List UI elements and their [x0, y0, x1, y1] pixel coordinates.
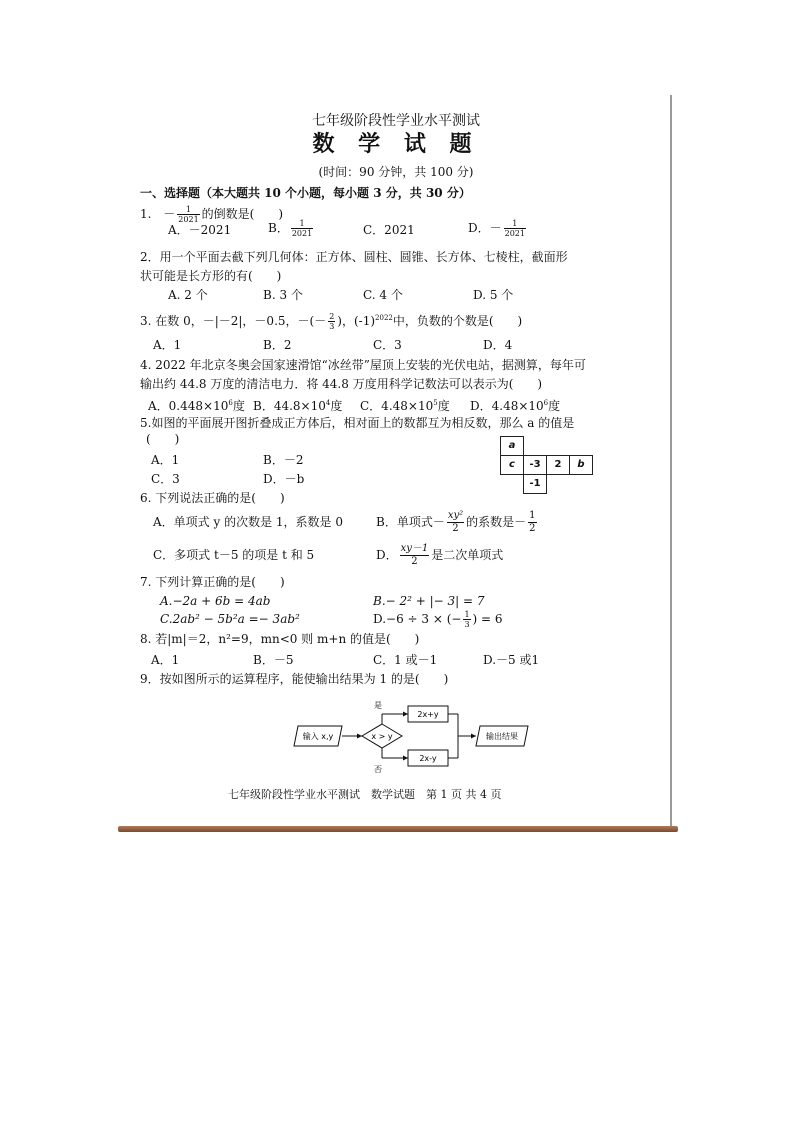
question-6: 6. 下列说法正确的是( ): [140, 491, 285, 505]
q2-option-d: D. 5 个: [473, 288, 514, 302]
net-cell-2: 2: [546, 455, 570, 475]
q8-option-b: B．－5: [253, 653, 294, 667]
flow-no-label: 否: [374, 765, 382, 774]
question-2-line1: 2．用一个平面去截下列几何体：正方体、圆柱、圆锥、长方体、七棱柱，截面形: [140, 250, 568, 264]
net-cell-b: b: [569, 455, 593, 475]
question-5-line2: ( ): [146, 432, 180, 446]
q4-option-c: C．$4.48\times 10^5$度: [360, 399, 450, 413]
flow-input-label: 输入 x,y: [302, 732, 334, 741]
question-2-line2: 状可能是长方形的有( ): [140, 269, 282, 283]
q8-option-d: D.－5 或1: [483, 653, 540, 667]
question-8: 8. 若|m|＝2，n²=9，mn<0 则 m+n 的值是( ): [140, 632, 420, 646]
q3-option-d: D．4: [483, 338, 513, 352]
net-cell-a: a: [500, 436, 524, 456]
q7-option-a: A.−2a + 6b = 4ab: [160, 594, 271, 608]
flow-yes-label: 是: [374, 701, 382, 710]
q2-option-c: C. 4 个: [363, 288, 403, 302]
q3-option-a: A．1: [153, 338, 182, 352]
q4-option-a: A．$0.448\times 10^6$度: [148, 399, 245, 413]
q5-option-c: C．3: [151, 472, 180, 486]
q1-option-c: C．2021: [363, 223, 415, 237]
q4-option-d: D．$4.48\times 10^6$度: [470, 399, 561, 413]
q2-option-b: B. 3 个: [263, 288, 303, 302]
question-5-line1: 5.如图的平面展开图折叠成正方体后，相对面上的数都互为相反数，那么 a 的值是: [140, 416, 575, 430]
question-9: 9．按如图所示的运算程序，能使输出结果为 1 的是( ): [140, 672, 449, 686]
q1-option-b: B． $\frac{1}{2021}$: [268, 219, 313, 238]
page-edge-bottom: [118, 826, 678, 832]
time-info: (时间：90 分钟，共 100 分): [318, 165, 474, 179]
q6-option-b: B．单项式－ $\frac{\text{xy²}}{2}$ 的系数是－ $\frac{1}{2}$: [376, 510, 536, 534]
flow-top-label: 2x+y: [417, 710, 439, 719]
q1-option-a: A．－2021: [168, 223, 232, 237]
q8-option-c: C．1 或－1: [373, 653, 438, 667]
q6-option-d: D． $\frac{xy-1}{2}$ 是二次单项式: [376, 543, 504, 567]
flow-bottom-label: 2x-y: [419, 754, 437, 763]
net-cell-minus1: -1: [523, 474, 547, 494]
page-edge-right: [670, 95, 672, 830]
subject-title: 数 学 试 题: [312, 132, 480, 157]
q5-option-d: D．－b: [263, 472, 305, 486]
question-4-line1: 4. 2022 年北京冬奥会国家速滑馆“冰丝带”屋顶上安装的光伏电站，据测算，每年可: [140, 358, 586, 372]
q2-option-a: A. 2 个: [168, 288, 208, 302]
q6-option-a: A．单项式 y 的次数是 1，系数是 0: [153, 515, 343, 529]
section-title: 一、选择题（本大题共 10 个小题，每小题 3 分，共 30 分）: [140, 186, 471, 200]
exam-page: [118, 92, 674, 832]
q3-option-b: B．2: [263, 338, 292, 352]
flow-output-label: 输出结果: [486, 732, 518, 741]
page-footer: 七年级阶段性学业水平测试 数学试题 第 1 页 共 4 页: [228, 788, 502, 801]
q4-option-b: B．$44.8\times 10^4$度: [253, 399, 343, 413]
question-4-line2: 输出约 44.8 万度的清洁电力．将 44.8 万度用科学记数法可以表示为( ): [140, 377, 543, 391]
q5-option-a: A．1: [151, 453, 180, 467]
q7-option-c: C.2ab² − 5b²a =− 3ab²: [160, 612, 300, 626]
exam-name: 七年级阶段性学业水平测试: [312, 113, 480, 129]
q6-option-c: C．多项式 t－5 的项是 t 和 5: [153, 548, 315, 562]
net-cell-c: c: [500, 455, 524, 475]
question-7: 7. 下列计算正确的是( ): [140, 575, 285, 589]
q3-option-c: C．3: [373, 338, 402, 352]
flowchart: [290, 696, 530, 776]
q7-option-b: B.− 2² + |− 3| = 7: [373, 594, 485, 608]
q7-option-d: D.−6 ÷ 3 × (− $\frac{1}{3}$ ) = 6: [373, 610, 503, 629]
fraction: $\frac{1}{2021}$: [178, 205, 199, 224]
q8-option-a: A．1: [151, 653, 180, 667]
question-1: 1. － $\frac{1}{2021}$ 的倒数是( ): [140, 205, 284, 224]
net-cell-minus3: -3: [523, 455, 547, 475]
q5-option-b: B．－2: [263, 453, 304, 467]
q1-option-d: D．－ $\frac{1}{2021}$: [468, 219, 525, 238]
flow-condition-label: x > y: [371, 732, 393, 741]
question-3: 3. 在数 0，－|－2|，－0.5，－(－ $\frac{2}{3}$ )，$(-1)^{2022}$中，负数的个数是( ): [140, 312, 523, 331]
